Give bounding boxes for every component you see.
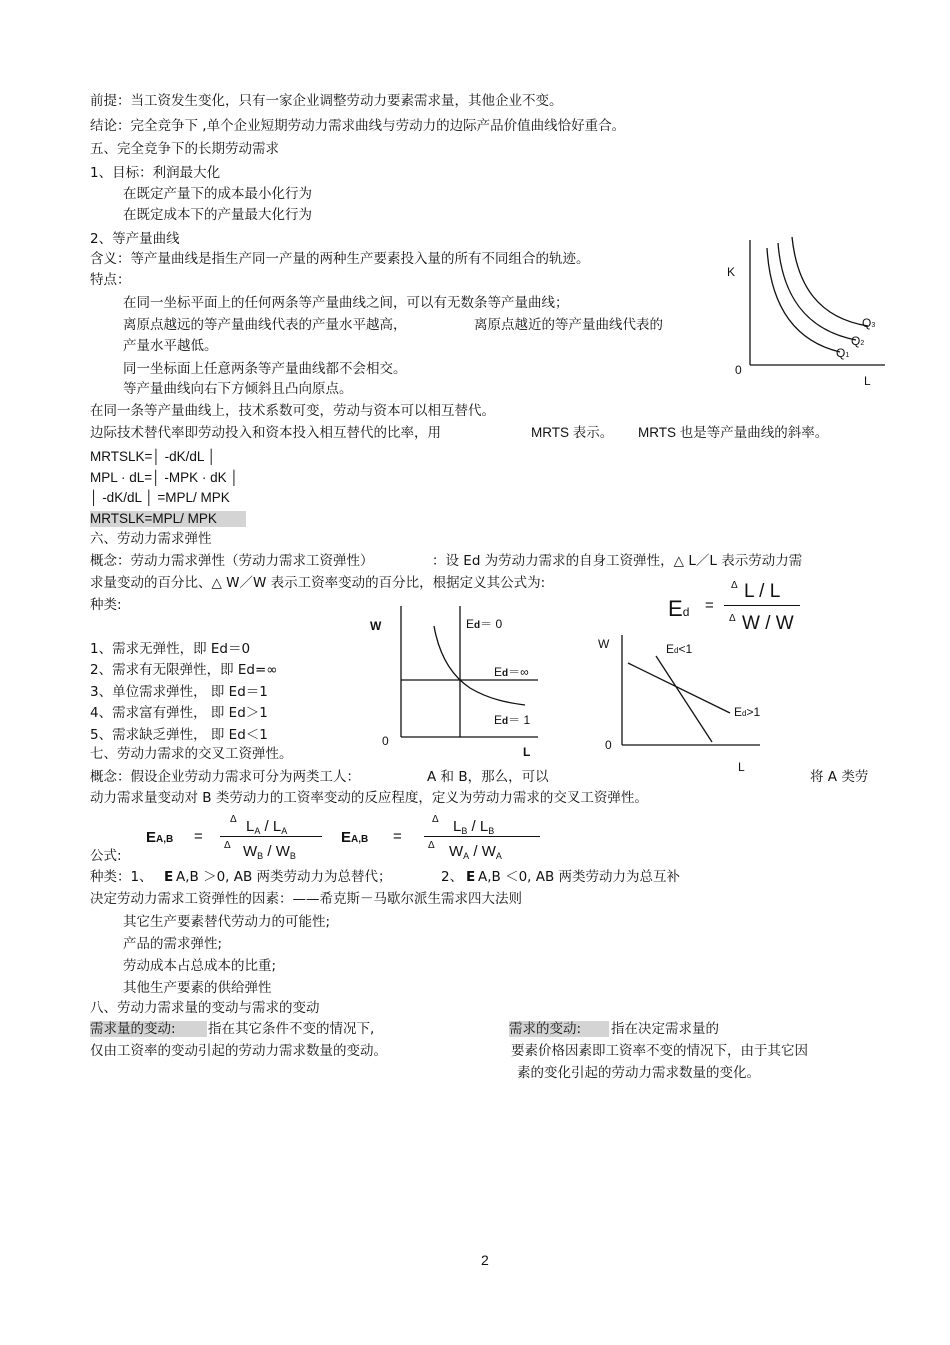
quantity-change-def-b: 仅由工资率的变动引起的劳动力需求数量的变动。 xyxy=(90,1043,387,1059)
elasticity-concept-c: 求量变动的百分比、△ W／W 表示工资率变动的百分比，根据定义其公式为: xyxy=(90,575,546,591)
isoquant-x-label: L xyxy=(864,374,871,388)
feature-2b: 离原点越近的等产量曲线代表的 xyxy=(474,317,663,333)
features-label: 特点： xyxy=(90,272,131,288)
eg2-y-label: W xyxy=(598,637,610,651)
quantity-change-def-a: 指在其它条件不变的情况下, xyxy=(208,1021,375,1037)
ed-num-delta: Δ xyxy=(731,580,738,591)
section-7-heading: 七、劳动力需求的交叉工资弹性。 xyxy=(90,746,293,762)
section-6-heading: 六、劳动力需求弹性 xyxy=(90,531,212,547)
eg2-label-ed-gt1: Ed>1 xyxy=(734,705,761,719)
f2-numerator: $L_B / L_B$ xyxy=(453,818,495,836)
mrts-formula-result: MRTSLK=MPL/ MPK xyxy=(90,511,246,527)
eab-symbol-2: EA,B xyxy=(341,829,369,846)
kind-1: 1、需求无弹性，即 Ed＝0 xyxy=(90,641,251,657)
isoquant-y-label: K xyxy=(727,265,736,279)
section-8-heading: 八、劳动力需求量的变动与需求的变动 xyxy=(90,1000,320,1016)
isoquant-label-q3: Q3 xyxy=(862,316,876,330)
feature-4: 等产量曲线向右下方倾斜且凸向原点。 xyxy=(123,381,353,397)
ed-denominator: W / W xyxy=(742,613,794,634)
f1-numerator: $L_A / L_A$ xyxy=(246,818,288,836)
ed-symbol: Ed xyxy=(668,596,690,621)
cross-kinds-b: A,B ＞0, AB 两类劳动力为总替代； xyxy=(176,869,392,885)
isoquant-label-q2: Q2 xyxy=(851,334,865,348)
feature-1: 在同一坐标平面上的任何两条等产量曲线之间，可以有无数条等产量曲线； xyxy=(123,295,569,311)
goal-item-1: 在既定产量下的成本最小化行为 xyxy=(123,186,312,202)
mrts-line-b: MRTS 表示。 xyxy=(531,425,614,440)
eab-equals-1: = xyxy=(194,828,203,845)
eg2-ed-gt1-line xyxy=(628,663,730,713)
conclusion-line: 结论：完全竞争下 ,单个企业短期劳动力需求曲线与劳动力的边际产品价值曲线恰好重合。 xyxy=(90,118,626,134)
eab-equals-2: = xyxy=(393,828,402,845)
eg1-y-label: W xyxy=(370,619,382,633)
cross-concept-d: 动力需求量变动对 B 类劳动力的工资率变动的反应程度，定义为劳动力需求的交叉工资弹性。 xyxy=(90,790,648,806)
cross-concept-b: A 和 B，那么，可以 xyxy=(427,769,549,785)
cross-kinds-d: A,B ＜0, AB 两类劳动力为总互补 xyxy=(478,869,681,885)
mrts-line-a: 边际技术替代率即劳动投入和资本投入相互替代的比率，用 xyxy=(90,425,441,441)
isoquant-label-q1: Q1 xyxy=(836,346,850,360)
elasticity-concept-a: 概念：劳动力需求弹性（劳动力需求工资弹性） xyxy=(90,553,374,569)
cross-concept-a: 概念：假设企业劳动力需求可分为两类工人： xyxy=(90,769,360,785)
formula-label: 公式: xyxy=(90,848,122,864)
eg2-label-ed-lt1: Ed<1 xyxy=(666,642,693,656)
mrts-formula-3: │ -dK/dL │ =MPL/ MPK xyxy=(90,490,230,505)
cross-kinds-e1: E xyxy=(164,869,174,885)
determinants-heading: 决定劳动力需求工资弹性的因素：——希克斯－马歇尔派生需求四大法则 xyxy=(90,891,522,907)
f1-num-delta: Δ xyxy=(230,814,237,825)
eg2-origin: 0 xyxy=(605,738,612,752)
cross-kinds-a: 种类：1、 xyxy=(90,869,153,885)
page-number: 2 xyxy=(481,1252,489,1268)
feature-3: 同一坐标面上任意两条等产量曲线都不会相交。 xyxy=(123,361,407,377)
f2-denominator: $W_A / W_A$ xyxy=(449,843,502,861)
cross-kinds-e2: E xyxy=(466,869,476,885)
substitution-line: 在同一条等产量曲线上，技术系数可变，劳动与资本可以相互替代。 xyxy=(90,403,495,419)
premise-line: 前提：当工资发生变化，只有一家企业调整劳动力要素需求量，其他企业不变。 xyxy=(90,93,563,109)
demand-change-def-c: 素的变化引起的劳动力需求数量的变化。 xyxy=(517,1065,760,1081)
ed-equals: = xyxy=(705,597,714,614)
feature-2c: 产量水平越低。 xyxy=(123,338,218,354)
f2-den-delta: Δ xyxy=(428,840,435,851)
isoquant-definition: 含义：等产量曲线是指生产同一产量的两种生产要素投入量的所有不同组合的轨迹。 xyxy=(90,251,590,267)
determinant-2: 产品的需求弹性; xyxy=(123,936,223,952)
f1-den-delta: Δ xyxy=(224,840,231,851)
kind-4: 4、需求富有弹性， 即 Ed＞1 xyxy=(90,705,268,721)
determinant-4: 其他生产要素的供给弹性 xyxy=(123,980,272,996)
kinds-label: 种类: xyxy=(90,597,122,613)
quantity-change-term: 需求量的变动: xyxy=(90,1021,207,1037)
determinant-3: 劳动成本占总成本的比重; xyxy=(123,958,277,974)
elasticity-concept-b: ：设 Ed 为劳动力需求的自身工资弹性，△ L／L 表示劳动力需 xyxy=(432,553,803,569)
isoquant-heading: 2、等产量曲线 xyxy=(90,231,180,247)
eg1-label-ed1: Ed＝ 1 xyxy=(494,713,531,727)
ed-den-delta: Δ xyxy=(729,613,736,624)
eg1-origin: 0 xyxy=(382,734,389,748)
isoquant-origin: 0 xyxy=(735,363,742,377)
determinant-1: 其它生产要素替代劳动力的可能性; xyxy=(123,914,331,930)
ed-numerator: L / L xyxy=(744,581,781,602)
mrts-line-c: MRTS 也是等产量曲线的斜率。 xyxy=(638,425,829,440)
eg1-x-label: L xyxy=(523,745,531,759)
section-5-heading: 五、完全竞争下的长期劳动需求 xyxy=(90,141,279,157)
goal-line: 1、目标：利润最大化 xyxy=(90,165,221,181)
eg2-ed-lt1-line xyxy=(656,656,712,742)
demand-change-def-b: 要素价格因素即工资率不变的情况下，由于其它因 xyxy=(511,1043,808,1059)
f1-denominator: $W_B / W_B$ xyxy=(243,843,296,861)
kind-5: 5、需求缺乏弹性， 即 Ed＜1 xyxy=(90,727,268,743)
kind-3: 3、单位需求弹性， 即 Ed＝1 xyxy=(90,684,268,700)
eg1-label-ed0: Ed＝ 0 xyxy=(466,617,503,631)
feature-2a: 离原点越远的等产量曲线代表的产量水平越高， xyxy=(123,317,407,333)
eab-symbol-1: EA,B xyxy=(146,829,174,846)
f2-num-delta: Δ xyxy=(432,814,439,825)
eg2-x-label: L xyxy=(738,760,745,774)
eg1-label-edinf: Ed＝∞ xyxy=(494,665,529,679)
mrts-formula-2: MPL · dL=│ -MPK · dK │ xyxy=(90,470,239,485)
cross-concept-c: 将 A 类劳 xyxy=(810,769,869,785)
mrts-formula-1: MRTSLK=│ -dK/dL │ xyxy=(90,449,217,464)
cross-kinds-c: 2、 xyxy=(441,869,464,885)
demand-change-term: 需求的变动: xyxy=(509,1021,609,1037)
demand-change-def-a: 指在决定需求量的 xyxy=(611,1021,719,1037)
goal-item-2: 在既定成本下的产量最大化行为 xyxy=(123,207,312,223)
kind-2: 2、需求有无限弹性，即 Ed=∞ xyxy=(90,662,278,678)
